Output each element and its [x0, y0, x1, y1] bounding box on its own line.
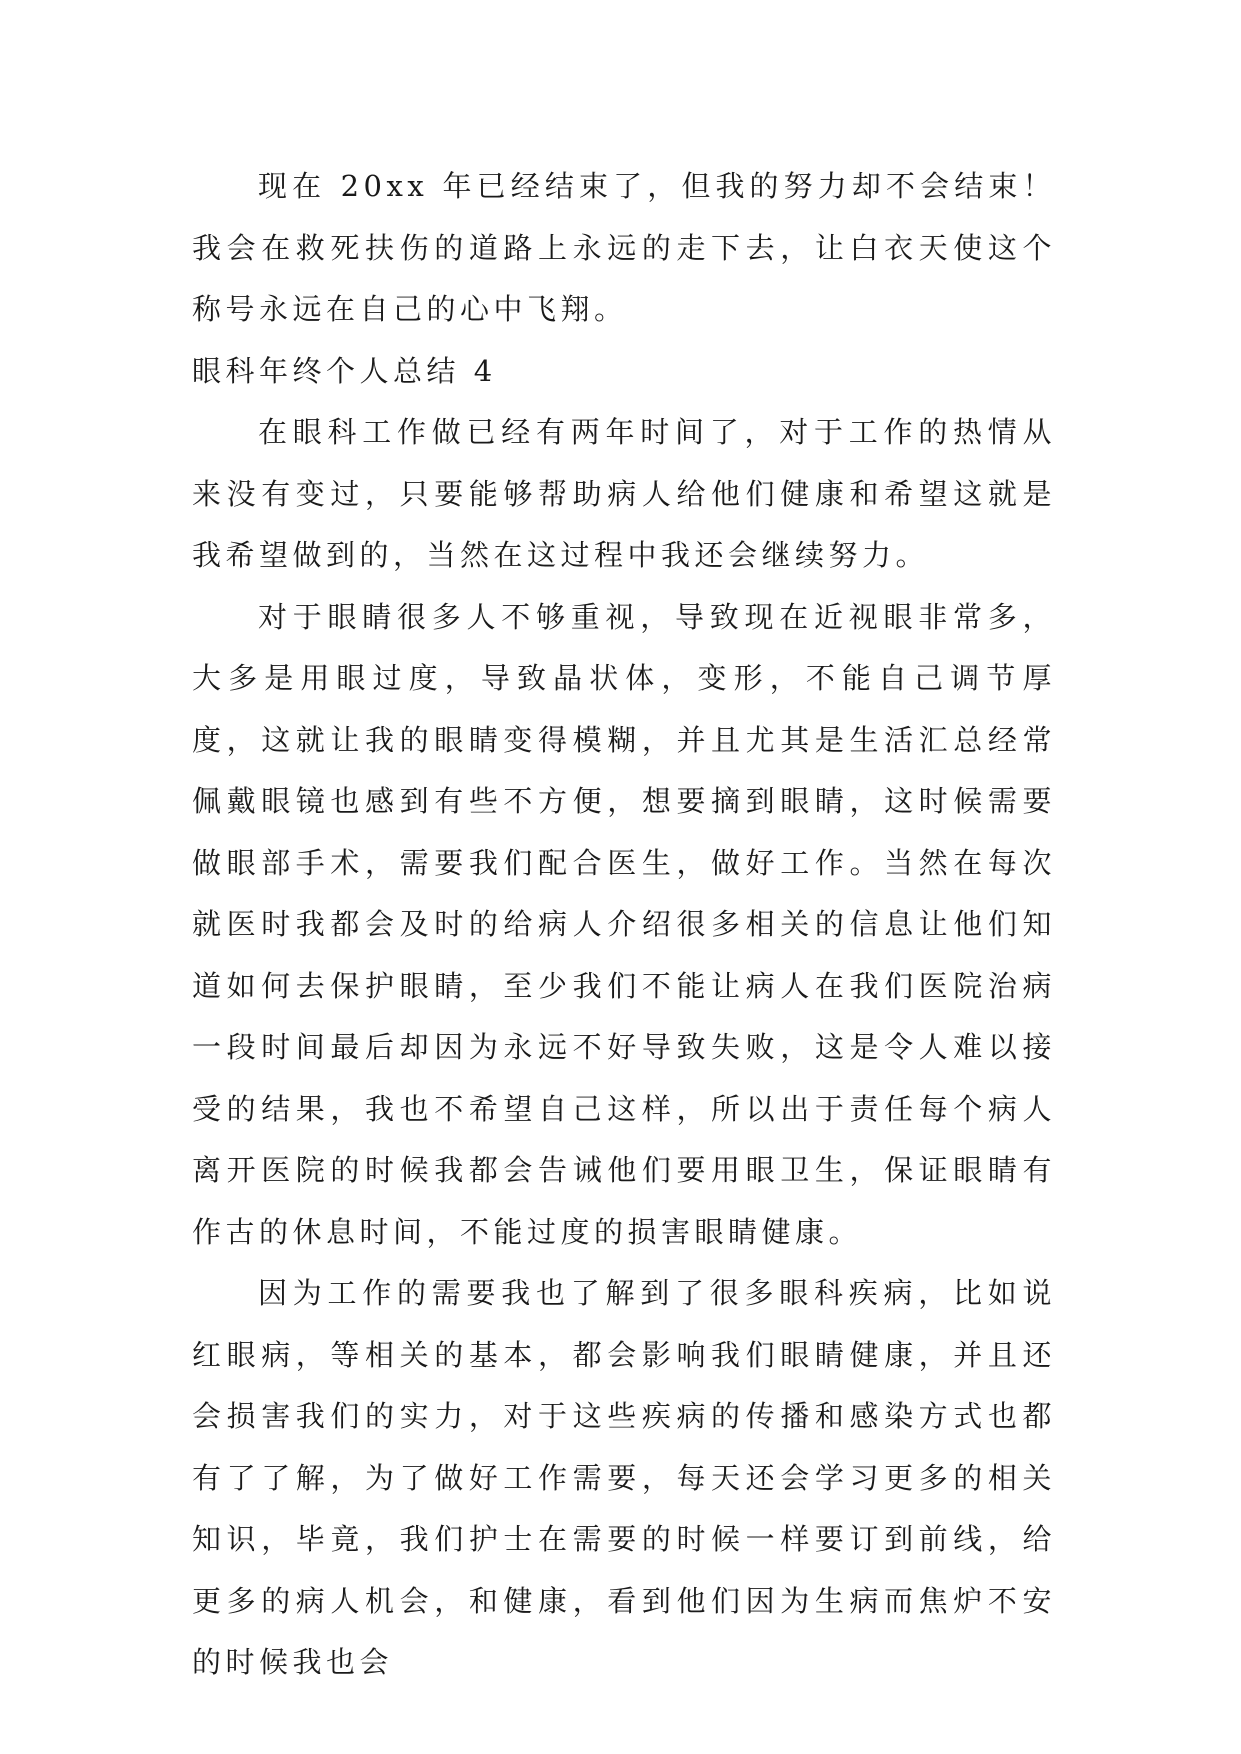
paragraph-intro: 现在 20xx 年已经结束了，但我的努力却不会结束！我会在救死扶伤的道路上永远的走下去，让白衣天使这个称号永远在自己的心中飞翔。 [192, 169, 1056, 326]
section-heading: 眼科年终个人总结 4 [192, 353, 497, 388]
paragraph-2: 对于眼睛很多人不够重视，导致现在近视眼非常多，大多是用眼过度，导致晶状体，变形，不能自己调节厚度，这就让我的眼睛变得模糊，并且尤其是生活汇总经常佩戴眼镜也感到有些不方便，想要摘到眼睛，这时候需要做眼部手术，需要我们配合医生，做好工作。当然在每次就医时我都会及时的给病人介绍很多相关的信息让他们知道如何去保护眼睛，至少我们不能让病人在我们医院治病一段时间最后却因为永远不好导致失败，这是令人难以接受的结果，我也不希望自己这样，所以出于责任每个病人离开医院的时候我都会告诫他们要用眼卫生，保证眼睛有作古的休息时间，不能过度的损害眼睛健康。 [192, 599, 1056, 1249]
paragraph-3: 因为工作的需要我也了解到了很多眼科疾病，比如说红眼病，等相关的基本，都会影响我们眼睛健康，并且还会损害我们的实力，对于这些疾病的传播和感染方式也都有了了解，为了做好工作需要，每天还会学习更多的相关知识，毕竟，我们护士在需要的时候一样要订到前线，给更多的病人机会，和健康，看到他们因为生病而焦炉不安的时候我也会 [192, 1276, 1056, 1679]
document-body [192, 156, 1056, 1694]
paragraph-1: 在眼科工作做已经有两年时间了，对于工作的热情从来没有变过，只要能够帮助病人给他们健康和希望这就是我希望做到的，当然在这过程中我还会继续努力。 [192, 415, 1056, 572]
